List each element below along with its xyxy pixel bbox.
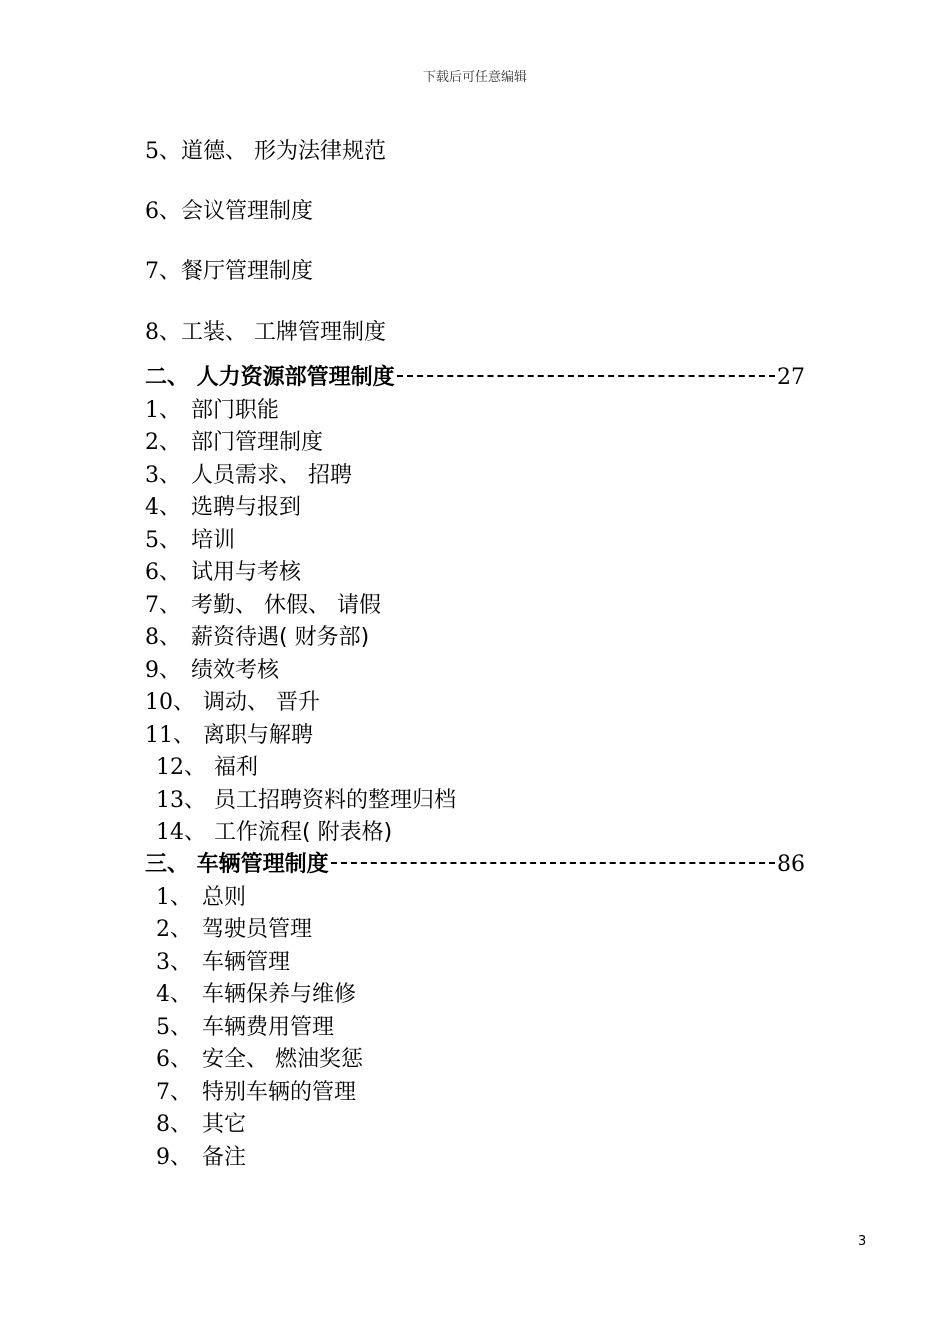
toc-item	[145, 139, 386, 165]
toc-item-number: 3、	[156, 950, 192, 975]
toc-item	[145, 320, 386, 346]
toc-item	[145, 463, 352, 489]
toc-item-text: 驾驶员管理	[202, 917, 313, 942]
section-page-number: 86	[777, 852, 805, 877]
toc-item-number: 8、	[145, 625, 181, 650]
toc-item	[145, 528, 235, 554]
toc-item	[145, 690, 320, 716]
toc-item-number: 3、	[145, 463, 181, 488]
toc-item-number: 9、	[145, 658, 181, 683]
toc-item-number: 6、	[156, 1047, 192, 1072]
toc-item-text: 车辆费用管理	[202, 1015, 335, 1040]
toc-item	[145, 658, 279, 684]
toc-item	[145, 723, 313, 749]
toc-item-text: 离职与解聘	[203, 723, 314, 748]
toc-item-text: 工装、 工牌管理制度	[181, 320, 386, 345]
toc-item-number: 1、	[145, 398, 181, 423]
toc-item-number: 6、	[145, 560, 181, 585]
toc-item	[145, 625, 369, 651]
toc-item-text: 薪资待遇( 财务部)	[191, 625, 370, 650]
leader-dashes	[397, 375, 775, 377]
toc-item-number: 12、	[156, 755, 206, 780]
toc-item	[145, 430, 323, 456]
toc-item-number: 8、	[156, 1112, 192, 1137]
toc-item	[156, 1047, 363, 1073]
section-page-number: 27	[777, 365, 805, 390]
section-heading-vehicle	[145, 852, 805, 878]
toc-item	[156, 982, 356, 1008]
toc-item-number: 10、	[145, 690, 195, 715]
toc-item	[145, 495, 301, 521]
toc-item	[156, 820, 392, 846]
toc-item-number: 2、	[156, 917, 192, 942]
toc-item	[156, 885, 246, 911]
toc-item-text: 车辆管理	[202, 950, 291, 975]
toc-item-text: 绩效考核	[191, 658, 280, 683]
toc-item-text: 会议管理制度	[181, 199, 314, 224]
toc-item	[156, 755, 258, 781]
toc-item-number: 9、	[156, 1145, 192, 1170]
toc-item-text: 考勤、 休假、 请假	[191, 593, 381, 618]
section-title: 二、 人力资源部管理制度	[145, 365, 395, 390]
toc-item-number: 7、	[156, 1080, 192, 1105]
toc-item-text: 车辆保养与维修	[202, 982, 357, 1007]
toc-item-number: 4、	[156, 982, 192, 1007]
toc-item-number: 13、	[156, 788, 206, 813]
toc-item	[156, 917, 312, 943]
toc-item	[156, 1080, 356, 1106]
toc-item-text: 调动、 晋升	[203, 690, 320, 715]
section-heading-hr	[145, 365, 805, 391]
toc-item-text: 备注	[202, 1145, 247, 1170]
toc-item-number: 8、	[145, 320, 181, 345]
toc-item-text: 选聘与报到	[191, 495, 302, 520]
toc-item-number: 1、	[156, 885, 192, 910]
toc-item	[145, 259, 313, 285]
toc-item	[156, 950, 290, 976]
toc-item-number: 5、	[145, 528, 181, 553]
toc-item-number: 11、	[145, 723, 195, 748]
leader-dashes	[331, 862, 775, 864]
toc-item	[145, 398, 279, 424]
toc-item-text: 员工招聘资料的整理归档	[214, 788, 457, 813]
toc-item-number: 14、	[156, 820, 206, 845]
toc-item-number: 7、	[145, 259, 181, 284]
toc-item-number: 2、	[145, 430, 181, 455]
toc-item	[145, 199, 313, 225]
toc-item-text: 餐厅管理制度	[181, 259, 314, 284]
toc-item-text: 福利	[214, 755, 259, 780]
section-title: 三、 车辆管理制度	[145, 852, 329, 877]
page-header: 下载后可任意编辑	[422, 70, 527, 85]
toc-item-number: 5、	[156, 1015, 192, 1040]
toc-item	[145, 593, 381, 619]
toc-item-number: 4、	[145, 495, 181, 520]
toc-item-text: 其它	[202, 1112, 247, 1137]
toc-item-text: 总则	[202, 885, 247, 910]
toc-item-text: 培训	[191, 528, 236, 553]
page-number: 3	[858, 1234, 867, 1249]
toc-item-text: 工作流程( 附表格)	[214, 820, 393, 845]
toc-item-number: 5、	[145, 139, 181, 164]
toc-item-text: 试用与考核	[191, 560, 302, 585]
toc-item-text: 安全、 燃油奖惩	[202, 1047, 363, 1072]
toc-item-text: 人员需求、 招聘	[191, 463, 352, 488]
toc-item-text: 部门职能	[191, 398, 280, 423]
toc-item-number: 7、	[145, 593, 181, 618]
toc-item	[145, 560, 301, 586]
toc-item	[156, 1015, 334, 1041]
toc-item-text: 道德、 形为法律规范	[181, 139, 386, 164]
toc-item-text: 部门管理制度	[191, 430, 324, 455]
toc-item-number: 6、	[145, 199, 181, 224]
toc-item-text: 特别车辆的管理	[202, 1080, 357, 1105]
toc-item	[156, 1145, 246, 1171]
toc-item	[156, 788, 456, 814]
toc-item	[156, 1112, 246, 1138]
